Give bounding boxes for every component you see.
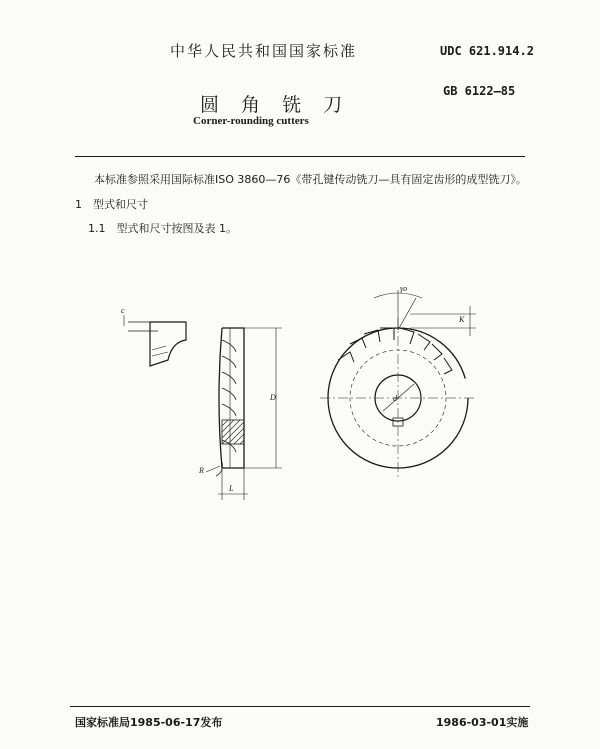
gb-standard-number: GB 6122—85 — [443, 84, 516, 98]
dim-label-d: D — [270, 393, 276, 402]
dim-label-bore: d — [393, 394, 397, 403]
dim-label-gamma: γo — [400, 284, 408, 293]
dim-label-k: K — [459, 315, 465, 324]
implementation-date: 1986-03-01实施 — [436, 716, 529, 729]
dim-label-r: R — [199, 466, 204, 475]
section-1-heading: 1 型式和尺寸 — [75, 198, 148, 211]
intro-paragraph: 本标准参照采用国际标准ISO 3860—76《带孔键传动铣刀—具有固定齿形的成型铣刀》。 — [94, 173, 527, 186]
udc-code: UDC 621.914.2 — [440, 44, 534, 58]
section-1-1-text: 1.1 型式和尺寸按图及表 1。 — [88, 222, 237, 235]
front-view — [320, 290, 476, 478]
dim-label-l: L — [229, 484, 234, 493]
publication-date: 国家标准局1985-06-17发布 — [75, 716, 223, 729]
side-view — [206, 328, 282, 500]
dim-label-c: c — [121, 306, 125, 315]
document-title-chinese: 圆 角 铣 刀 — [200, 94, 351, 116]
document-title-english: Corner-rounding cutters — [193, 115, 309, 127]
footer-divider — [70, 706, 530, 707]
profile-detail — [124, 315, 186, 366]
national-standard-heading: 中华人民共和国国家标准 — [170, 42, 358, 60]
